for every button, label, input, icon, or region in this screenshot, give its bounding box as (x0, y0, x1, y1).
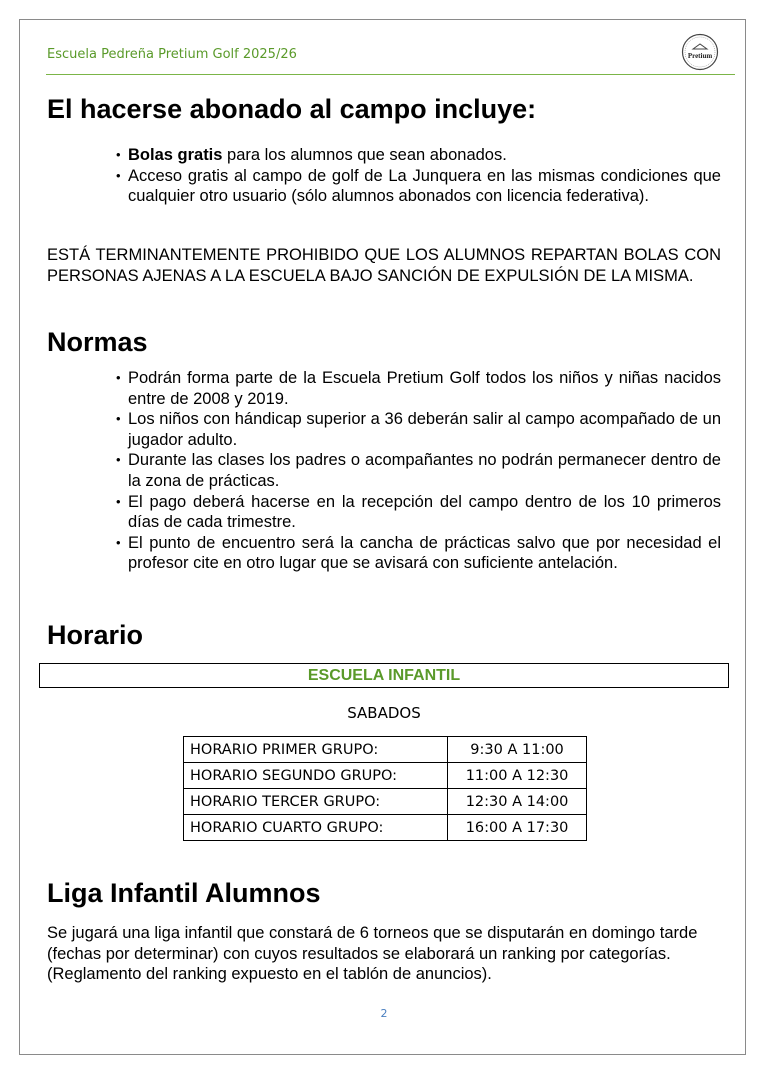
list-item: • Durante las clases los padres o acompañantes no podrán permanecer dentro de la zona de prácticas. (116, 450, 721, 491)
bold-text: Bolas gratis (128, 146, 223, 164)
normas-list (116, 368, 721, 574)
list-item: • Podrán forma parte de la Escuela Pretium Golf todos los niños y niñas nacidos entre de 2008 y 2019. (116, 368, 721, 409)
table-row (184, 815, 587, 841)
liga-text: Se jugará una liga infantil que constará de 6 torneos que se disputarán en domingo tarde (fechas por determinar) con cuyos resultados se elaborará un ranking por categorías. (Reglamento del ranking expuesto en el tablón de anuncios). (47, 924, 698, 984)
list-item: • Los niños con hándicap superior a 36 deberán salir al campo acompañado de un jugador adulto. (116, 409, 721, 450)
list-item (116, 145, 721, 166)
header-divider (46, 74, 735, 75)
group-label: HORARIO TERCER GRUPO: (184, 789, 448, 815)
day-label: SABADOS (347, 704, 421, 722)
horario-heading: Horario (47, 620, 144, 650)
table-row (184, 737, 587, 763)
header-title: Escuela Pedreña Pretium Golf 2025/26 (47, 47, 297, 62)
list-item: • El punto de encuentro será la cancha de prácticas salvo que por necesidad el profesor cite en otro lugar que se avisará con suficiente antelación. (116, 533, 721, 574)
table-row (184, 763, 587, 789)
list-item: • El pago deberá hacerse en la recepción del campo dentro de los 10 primeros días de cada trimestre. (116, 492, 721, 533)
group-time: 9:30 A 11:00 (448, 737, 587, 763)
abonado-list (116, 145, 721, 207)
group-label: HORARIO SEGUNDO GRUPO: (184, 763, 448, 789)
normas-heading: Normas (47, 327, 148, 357)
pretium-logo (681, 33, 719, 71)
group-time: 11:00 A 12:30 (448, 763, 587, 789)
group-time: 16:00 A 17:30 (448, 815, 587, 841)
item-text: para los alumnos que sean abonados. (222, 146, 507, 164)
schedule-table (183, 736, 587, 841)
group-time: 12:30 A 14:00 (448, 789, 587, 815)
table-row (184, 789, 587, 815)
group-label: HORARIO CUARTO GRUPO: (184, 815, 448, 841)
liga-heading: Liga Infantil Alumnos (47, 878, 321, 908)
abonado-heading: El hacerse abonado al campo incluye: (47, 94, 537, 124)
item-text: Acceso gratis al campo de golf de La Junquera en las mismas condiciones que cualquier otro usuario (sólo alumnos abonados con licencia federativa). (128, 166, 721, 206)
group-label: HORARIO PRIMER GRUPO: (184, 737, 448, 763)
page-number: 2 (380, 1007, 388, 1020)
list-item (116, 166, 721, 207)
svg-text:Pretium: Pretium (687, 52, 713, 60)
warning-text: ESTÁ TERMINANTEMENTE PROHIBIDO QUE LOS ALUMNOS REPARTAN BOLAS CON PERSONAS AJENAS A LA ESCUELA BAJO SANCIÓN DE EXPULSIÓN DE LA MISMA. (47, 246, 721, 285)
school-label: ESCUELA INFANTIL (39, 663, 729, 688)
